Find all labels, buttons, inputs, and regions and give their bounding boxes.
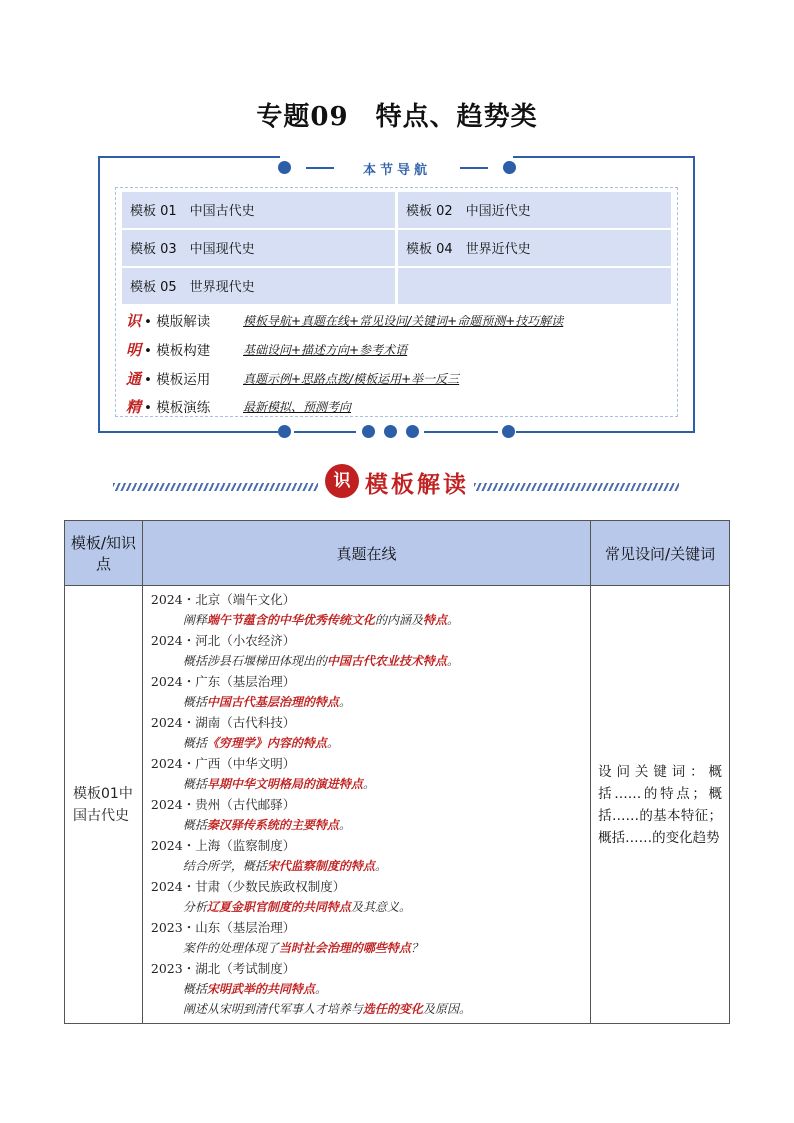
question-fragment: 概括 bbox=[182, 818, 207, 832]
question-fragment: 案件的处理体现了 bbox=[182, 941, 279, 955]
keyword-highlight: 早期中华文明格局的演进特点 bbox=[206, 777, 363, 791]
keyword-highlight: 当时社会治理的哪些特点 bbox=[278, 941, 411, 955]
nav-row-name: • 模板演练 bbox=[144, 400, 211, 416]
nav-header bbox=[278, 158, 516, 178]
template-empty-cell bbox=[398, 268, 671, 304]
question-fragment: 阐释 bbox=[182, 613, 207, 627]
exam-item bbox=[151, 712, 590, 753]
question-fragment: 分析 bbox=[182, 900, 207, 914]
nav-row-interpret[interactable] bbox=[126, 310, 564, 332]
template-link-03[interactable]: 模板 03 中国现代史 bbox=[122, 230, 395, 266]
question-fragment: 。 bbox=[362, 777, 375, 791]
banner-title: 模板解读 bbox=[365, 471, 469, 498]
nav-row-name: • 模板构建 bbox=[144, 343, 211, 359]
question-text bbox=[151, 999, 590, 1019]
exam-item bbox=[151, 753, 590, 794]
nav-row-desc: 基础设问+描述方向+参考术语 bbox=[243, 343, 408, 357]
question-fragment: 及原因。 bbox=[422, 1002, 471, 1016]
question-fragment: 阐述从宋明到清代军事人才培养与 bbox=[182, 1002, 363, 1016]
banner-stripe-left bbox=[113, 483, 318, 491]
question-fragment: 。 bbox=[446, 654, 459, 668]
keyword-highlight: 端午节蕴含的中华优秀传统文化 bbox=[206, 613, 375, 627]
question-fragment: 及其意义。 bbox=[350, 900, 411, 914]
nav-row-name: • 模版解读 bbox=[144, 314, 211, 330]
template-link-04[interactable]: 模板 04 世界近代史 bbox=[398, 230, 671, 266]
keyword-highlight: 选任的变化 bbox=[362, 1002, 423, 1016]
question-fragment: 结合所学，概括 bbox=[182, 859, 267, 873]
exam-item bbox=[151, 958, 590, 1019]
question-fragment: 。 bbox=[374, 859, 387, 873]
template-link-01[interactable]: 模板 01 中国古代史 bbox=[122, 192, 395, 228]
question-fragment: ？ bbox=[410, 941, 423, 955]
nav-row-apply[interactable] bbox=[126, 368, 460, 390]
nav-footer-dots bbox=[278, 424, 516, 440]
nav-row-name: • 模板运用 bbox=[144, 372, 211, 388]
exam-item bbox=[151, 671, 590, 712]
nav-row-char: 通 bbox=[126, 370, 142, 388]
table-header: 真题在线 bbox=[142, 521, 590, 586]
question-text bbox=[151, 774, 590, 794]
exam-item bbox=[151, 917, 590, 958]
template-link-05[interactable]: 模板 05 世界现代史 bbox=[122, 268, 395, 304]
question-text bbox=[151, 979, 590, 999]
nav-header-label: 本节导航 bbox=[362, 163, 431, 178]
exam-source: 2023・山东（基层治理） bbox=[150, 920, 296, 935]
question-fragment: 的内涵及 bbox=[374, 613, 423, 627]
keyword-highlight: 特点 bbox=[422, 613, 447, 627]
exam-item bbox=[151, 794, 590, 835]
keyword-highlight: 宋明武举的共同特点 bbox=[206, 982, 315, 996]
question-text bbox=[151, 733, 590, 753]
banner-stripe-right bbox=[474, 483, 679, 491]
nav-row-build[interactable] bbox=[126, 339, 408, 361]
nav-row-desc: 模板导航+真题在线+常见设问/关键词+命题预测+技巧解读 bbox=[243, 314, 564, 328]
template-link-02[interactable]: 模板 02 中国近代史 bbox=[398, 192, 671, 228]
exam-source: 2023・湖北（考试制度） bbox=[150, 961, 296, 976]
question-fragment: 概括 bbox=[182, 736, 207, 750]
question-fragment: 。 bbox=[338, 695, 351, 709]
table-row bbox=[65, 586, 730, 1024]
question-fragment: 概括 bbox=[182, 982, 207, 996]
exam-item bbox=[151, 876, 590, 917]
question-text bbox=[151, 938, 590, 958]
keyword-highlight: 秦汉驿传系统的主要特点 bbox=[206, 818, 339, 832]
keywords-cell: 设问关键词：概括……的特点；概括……的基本特征；概括……的变化趋势 bbox=[591, 586, 730, 1024]
page-title: 专题09 特点、趋势类 bbox=[256, 102, 538, 132]
table-header: 常见设问/关键词 bbox=[591, 521, 730, 586]
template-table bbox=[64, 520, 730, 1024]
exam-source: 2024・甘肃（少数民族政权制度） bbox=[150, 879, 346, 894]
question-text bbox=[151, 897, 590, 917]
section-banner bbox=[113, 464, 679, 498]
category-cell: 模板01中国古代史 bbox=[65, 586, 143, 1024]
exam-items-cell bbox=[142, 586, 590, 1024]
question-text bbox=[151, 692, 590, 712]
nav-row-char: 精 bbox=[126, 398, 142, 416]
question-fragment: 概括涉县石堰梯田体现出的 bbox=[182, 654, 327, 668]
question-fragment: 。 bbox=[446, 613, 459, 627]
keyword-highlight: 辽夏金职官制度的共同特点 bbox=[206, 900, 351, 914]
exam-source: 2024・北京（端午文化） bbox=[150, 592, 296, 607]
keyword-highlight: 宋代监察制度的特点 bbox=[266, 859, 375, 873]
table-header: 模板/知识点 bbox=[65, 521, 143, 586]
keyword-highlight: 中国古代农业技术特点 bbox=[326, 654, 447, 668]
table-header-row bbox=[65, 521, 730, 586]
exam-source: 2024・湖南（古代科技） bbox=[150, 715, 296, 730]
question-fragment: 概括 bbox=[182, 777, 207, 791]
exam-source: 2024・广东（基层治理） bbox=[150, 674, 296, 689]
exam-source: 2024・上海（监察制度） bbox=[150, 838, 296, 853]
question-text bbox=[151, 651, 590, 671]
nav-row-char: 明 bbox=[126, 341, 142, 359]
question-fragment: 。 bbox=[314, 982, 327, 996]
exam-item bbox=[151, 589, 590, 630]
question-fragment: 。 bbox=[338, 818, 351, 832]
exam-item bbox=[151, 835, 590, 876]
keyword-highlight: 《穷理学》内容的特点 bbox=[206, 736, 327, 750]
question-text bbox=[151, 610, 590, 630]
nav-row-desc: 最新模拟、预测考向 bbox=[243, 400, 352, 414]
exam-source: 2024・河北（小农经济） bbox=[150, 633, 296, 648]
nav-row-practice[interactable] bbox=[126, 396, 352, 418]
exam-item bbox=[151, 630, 590, 671]
question-text bbox=[151, 856, 590, 876]
keyword-highlight: 中国古代基层治理的特点 bbox=[206, 695, 339, 709]
nav-row-char: 识 bbox=[126, 312, 142, 330]
nav-row-desc: 真题示例+思路点拨/模板运用+举一反三 bbox=[243, 372, 460, 386]
exam-source: 2024・贵州（古代邮驿） bbox=[150, 797, 296, 812]
question-text bbox=[151, 815, 590, 835]
banner-seal-icon: 识 bbox=[325, 464, 359, 498]
question-fragment: 概括 bbox=[182, 695, 207, 709]
exam-source: 2024・广西（中华文明） bbox=[150, 756, 296, 771]
question-fragment: 。 bbox=[326, 736, 339, 750]
